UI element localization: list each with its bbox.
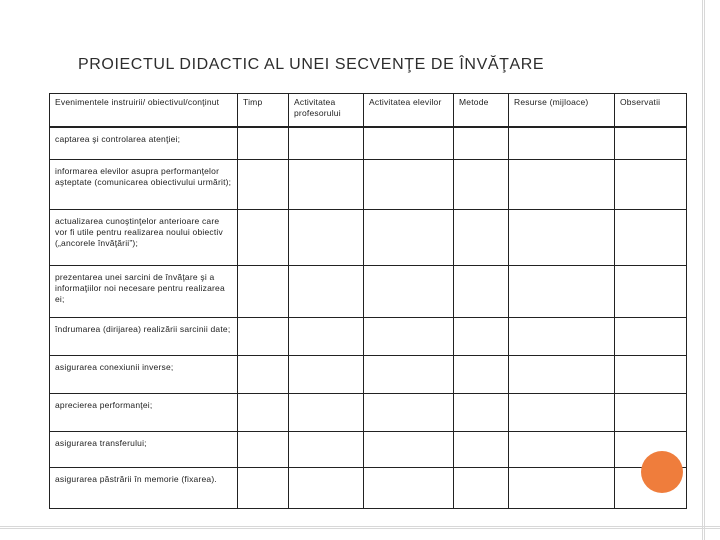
- empty-cell: [364, 265, 454, 317]
- empty-cell: [289, 431, 364, 467]
- empty-cell: [509, 127, 615, 159]
- empty-cell: [238, 431, 289, 467]
- empty-cell: [364, 467, 454, 508]
- empty-cell: [238, 265, 289, 317]
- empty-cell: [238, 355, 289, 393]
- empty-cell: [615, 265, 687, 317]
- header-events-objective: Evenimentele instruirii/ obiectivul/conţinut: [50, 94, 238, 128]
- empty-cell: [509, 209, 615, 265]
- table-row: [50, 209, 687, 265]
- empty-cell: [454, 355, 509, 393]
- empty-cell: [238, 209, 289, 265]
- empty-cell: [615, 127, 687, 159]
- empty-cell: [289, 265, 364, 317]
- empty-cell: [454, 265, 509, 317]
- table-row: [50, 127, 687, 159]
- empty-cell: [509, 467, 615, 508]
- instruction-event-cell: captarea şi controlarea atenţiei;: [50, 127, 238, 159]
- table-row: [50, 393, 687, 431]
- instruction-event-cell: asigurarea transferului;: [50, 431, 238, 467]
- empty-cell: [454, 317, 509, 355]
- header-resources: Resurse (mijloace): [509, 94, 615, 128]
- empty-cell: [289, 209, 364, 265]
- empty-cell: [454, 209, 509, 265]
- empty-cell: [509, 317, 615, 355]
- empty-cell: [509, 265, 615, 317]
- instruction-event-cell: îndrumarea (dirijarea) realizării sarcinii date;: [50, 317, 238, 355]
- empty-cell: [509, 159, 615, 209]
- table-row: [50, 467, 687, 508]
- empty-cell: [289, 159, 364, 209]
- table-row: [50, 355, 687, 393]
- slide-frame-vertical-line: [702, 0, 705, 540]
- instruction-event-cell: actualizarea cunoştinţelor anterioare care vor fi utile pentru realizarea noului obiectiv („ancorele învăţării”);: [50, 209, 238, 265]
- decorative-orange-circle: [641, 451, 683, 493]
- empty-cell: [509, 431, 615, 467]
- instruction-event-cell: informarea elevilor asupra performanţelor aşteptate (comunicarea obiectivului urmărit);: [50, 159, 238, 209]
- empty-cell: [238, 467, 289, 508]
- empty-cell: [364, 393, 454, 431]
- table-row: [50, 431, 687, 467]
- table-row: [50, 265, 687, 317]
- empty-cell: [509, 393, 615, 431]
- empty-cell: [289, 317, 364, 355]
- lesson-plan-table: [49, 93, 687, 509]
- empty-cell: [364, 317, 454, 355]
- empty-cell: [454, 431, 509, 467]
- empty-cell: [615, 209, 687, 265]
- empty-cell: [364, 209, 454, 265]
- empty-cell: [615, 317, 687, 355]
- empty-cell: [364, 431, 454, 467]
- instruction-event-cell: asigurarea păstrării în memorie (fixarea).: [50, 467, 238, 508]
- empty-cell: [615, 393, 687, 431]
- empty-cell: [454, 467, 509, 508]
- empty-cell: [289, 393, 364, 431]
- empty-cell: [454, 159, 509, 209]
- empty-cell: [364, 355, 454, 393]
- table-row: [50, 159, 687, 209]
- header-time: Timp: [238, 94, 289, 128]
- empty-cell: [289, 355, 364, 393]
- instruction-event-cell: asigurarea conexiunii inverse;: [50, 355, 238, 393]
- slide-frame-horizontal-line: [0, 526, 720, 529]
- empty-cell: [615, 159, 687, 209]
- empty-cell: [238, 127, 289, 159]
- empty-cell: [615, 355, 687, 393]
- empty-cell: [454, 393, 509, 431]
- empty-cell: [364, 127, 454, 159]
- table-header-row: [50, 94, 687, 128]
- page-title: PROIECTUL DIDACTIC AL UNEI SECVENŢE DE ÎNVĂŢARE: [78, 56, 545, 73]
- empty-cell: [289, 127, 364, 159]
- header-student-activity: Activitatea elevilor: [364, 94, 454, 128]
- header-teacher-activity: Activitatea profesorului: [289, 94, 364, 128]
- empty-cell: [238, 393, 289, 431]
- empty-cell: [509, 355, 615, 393]
- empty-cell: [289, 467, 364, 508]
- empty-cell: [238, 317, 289, 355]
- instruction-event-cell: aprecierea performanţei;: [50, 393, 238, 431]
- header-observations: Observatii: [615, 94, 687, 128]
- empty-cell: [364, 159, 454, 209]
- table-row: [50, 317, 687, 355]
- empty-cell: [238, 159, 289, 209]
- empty-cell: [454, 127, 509, 159]
- instruction-event-cell: prezentarea unei sarcini de învăţare şi a informaţiilor noi necesare pentru realizarea ei;: [50, 265, 238, 317]
- header-methods: Metode: [454, 94, 509, 128]
